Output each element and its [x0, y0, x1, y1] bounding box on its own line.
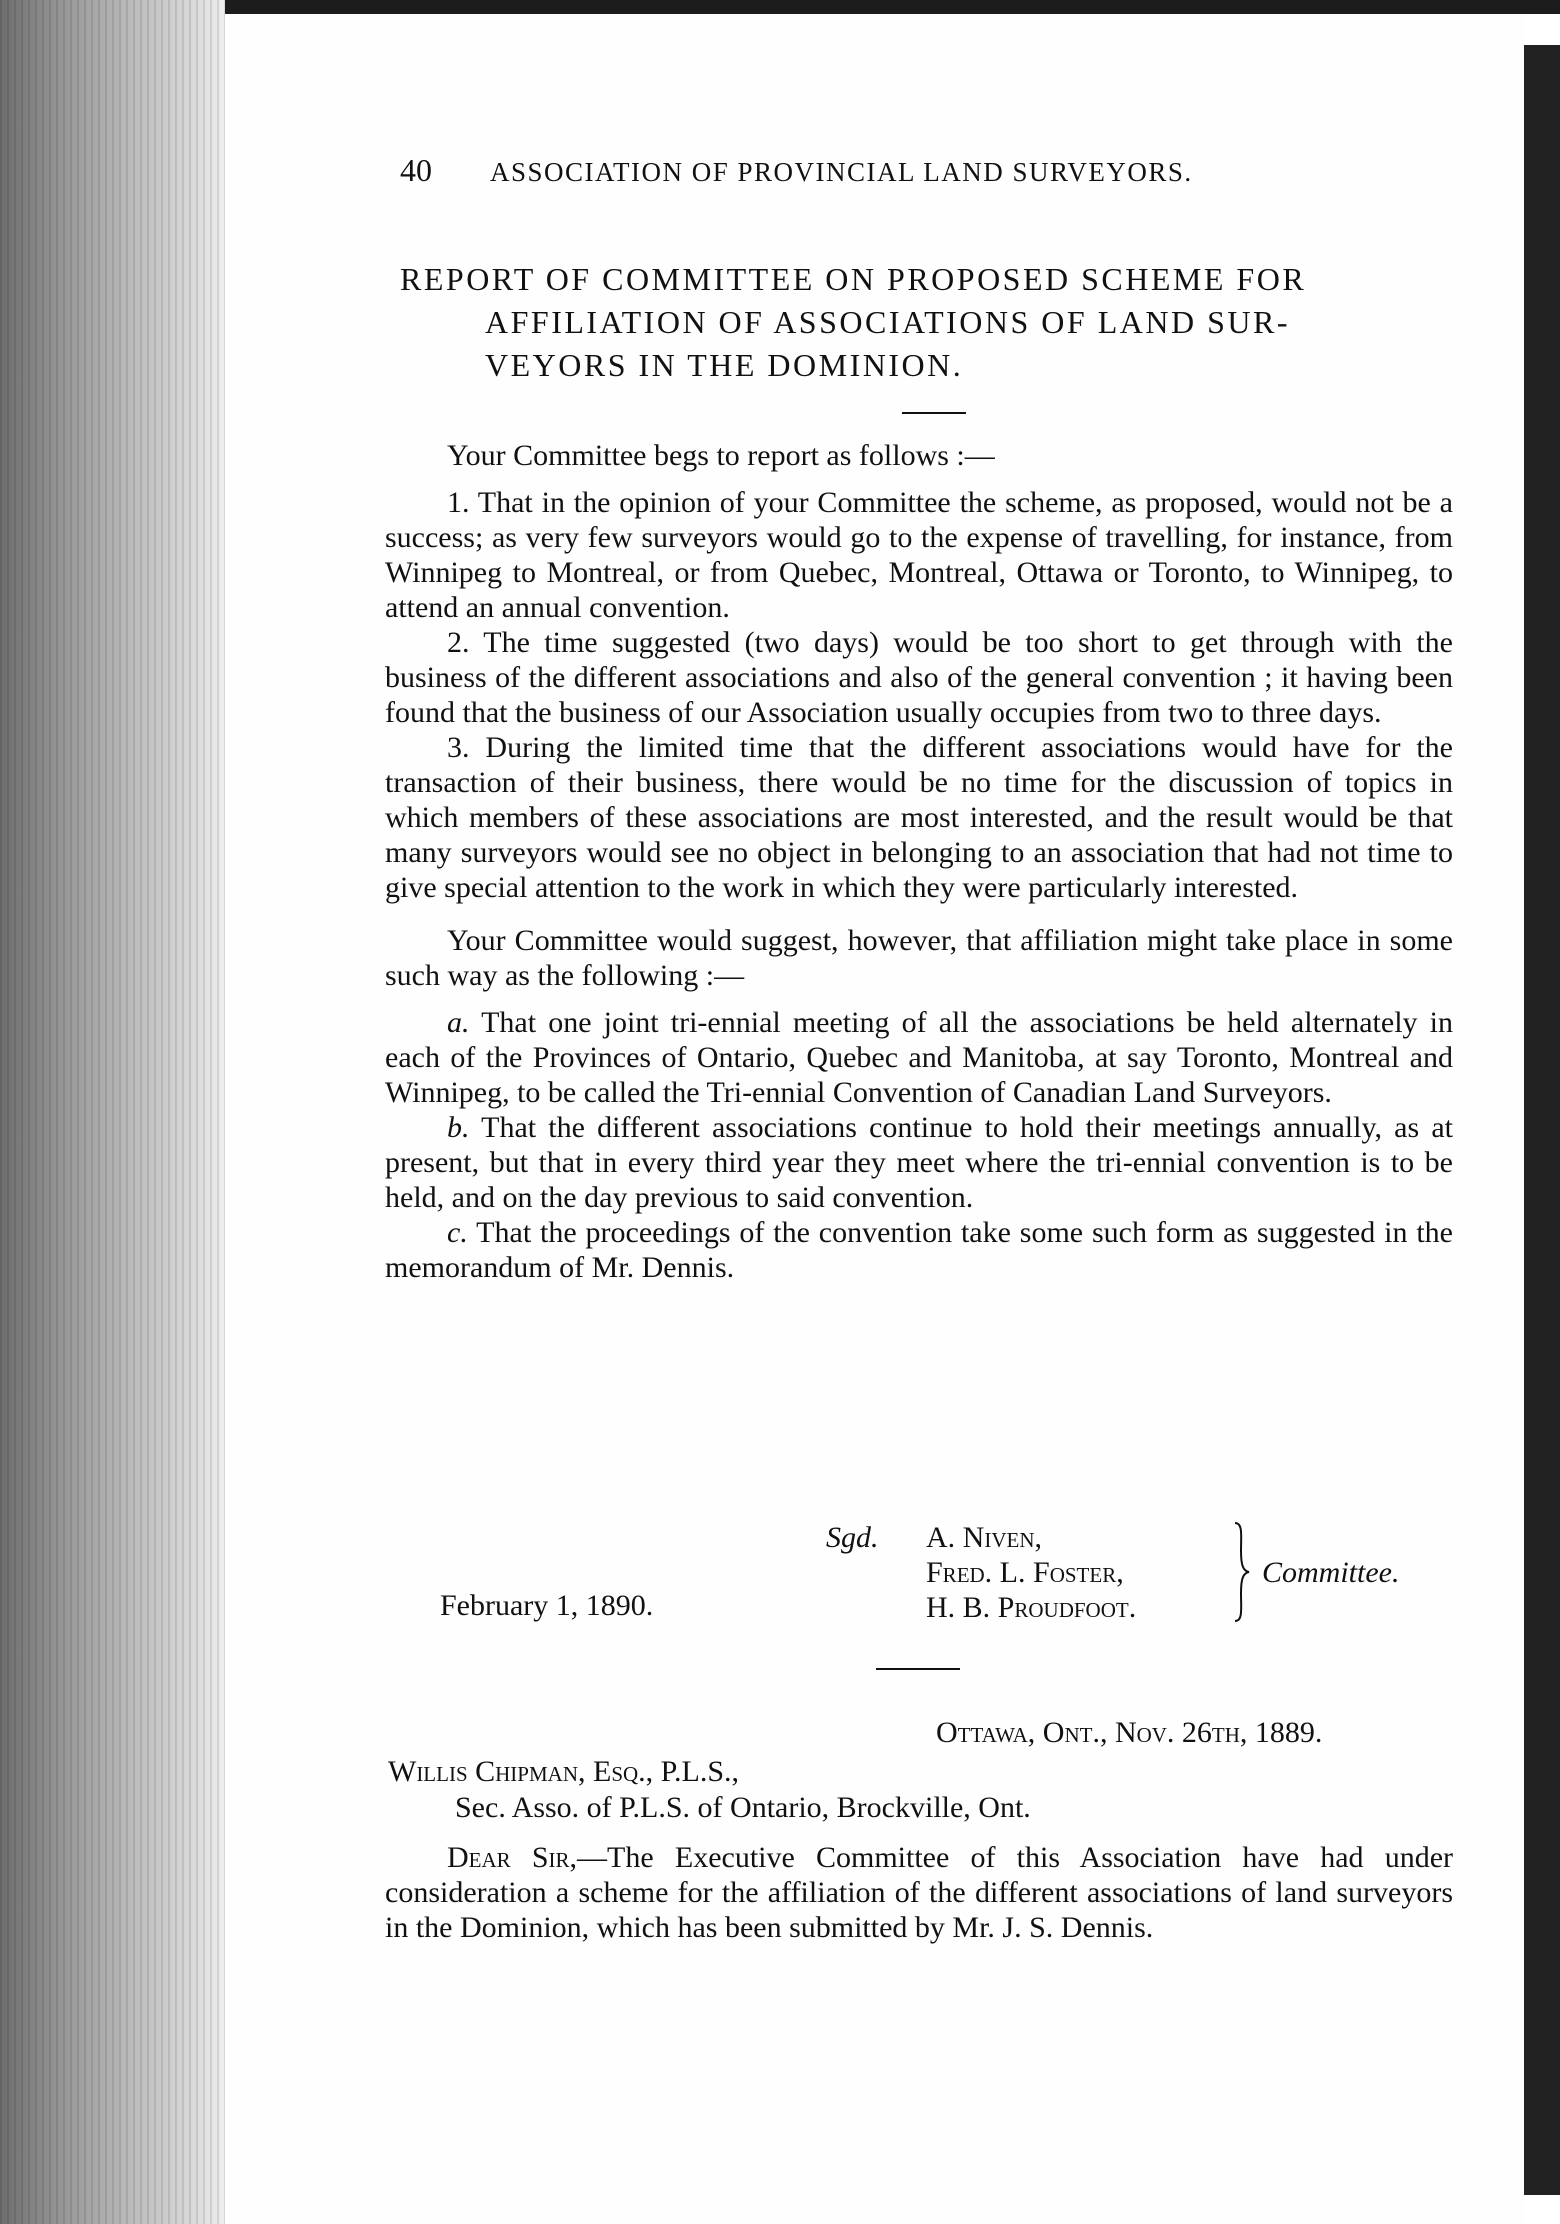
sgd-label: Sgd. [826, 1521, 879, 1554]
report-item: 1. That in the opinion of your Committee the scheme, as proposed, would not be a success; as very few surveyors would go to the expense of travelling, for instance, from Winnipeg to Montreal, or from Quebec, Montreal, Ottawa or Toronto, to Winnipeg, to attend an annual convention. [385, 486, 1453, 624]
committee-names [926, 1520, 1136, 1625]
report-item: 3. During the limited time that the different associations would have for the transaction of their business, there would be no time for the discussion of topics in which members of these associations are most interested, and the result would be that many surveyors would see no object in belonging to an association that had not time to give special attention to the work in which they were particularly interested. [385, 731, 1453, 904]
committee-member: Fred. L. Foster, [926, 1556, 1124, 1589]
scan-right-border [1524, 45, 1560, 2195]
brace-icon [1231, 1521, 1253, 1623]
running-head [400, 152, 1330, 189]
suggestion-letter: a. [447, 1006, 470, 1039]
book-page-edges [0, 0, 225, 2224]
committee-label: Committee. [1262, 1556, 1400, 1589]
report-item: 2. The time suggested (two days) would be too short to get through with the business of the different associations and also of the general convention ; it having been found that the business of our Association usually occupies from two to three days. [385, 626, 1453, 729]
report-intro: Your Committee begs to report as follows :— [447, 439, 995, 472]
suggestion-text: That the different associations continue to hold their meetings annually, as at present, but that in every third year they meet where the tri-ennial convention is to be held, and on the day previous to said convention. [385, 1111, 1453, 1214]
suggestion-item [385, 1215, 1453, 1285]
running-head-title: ASSOCIATION OF PROVINCIAL LAND SURVEYORS. [490, 157, 1193, 187]
scan-top-border [0, 0, 1560, 14]
section-rule [902, 412, 966, 414]
suggestion-letter: b. [447, 1111, 470, 1144]
report-title-line-1: REPORT OF COMMITTEE ON PROPOSED SCHEME FOR [400, 261, 1307, 297]
suggestion-item [385, 1005, 1453, 1110]
suggestion-intro: Your Committee would suggest, however, that affiliation might take place in some such way as the following :— [385, 924, 1453, 992]
suggestion-item [385, 1110, 1453, 1215]
suggestion-letter: c. [447, 1216, 468, 1249]
letter-text: —The Executive Committee of this Association have had under consideration a scheme for the affiliation of the different associations of land surveyors in the Dominion, which has been submitted by Mr. J. S. Dennis. [385, 1841, 1453, 1944]
letter-dateline: Ottawa, Ont., Nov. 26th, 1889. [936, 1716, 1323, 1749]
report-date: February 1, 1890. [440, 1589, 654, 1622]
report-title-line-3: VEYORS IN THE DOMINION. [485, 347, 964, 383]
page-number: 40 [400, 152, 432, 188]
letter-address: Sec. Asso. of P.L.S. of Ontario, Brockville, Ont. [455, 1791, 1031, 1824]
suggestion-text: That the proceedings of the convention take some such form as suggested in the memorandum of Mr. Dennis. [385, 1216, 1453, 1284]
report-title-line-2: AFFILIATION OF ASSOCIATIONS OF LAND SUR- [485, 304, 1290, 340]
suggestion-text: That one joint tri-ennial meeting of all the associations be held alternately in each of the Provinces of Ontario, Quebec and Manitoba, at say Toronto, Montreal and Winnipeg, to be called the Tri-ennial Convention of Canadian Land Surveyors. [385, 1006, 1453, 1109]
letter-salutation: Dear Sir, [447, 1841, 578, 1874]
report-body [385, 438, 1453, 1285]
section-rule [876, 1668, 960, 1670]
letter-body [385, 1840, 1453, 1945]
committee-member: H. B. Proudfoot. [926, 1591, 1137, 1624]
report-title [400, 258, 1470, 387]
committee-member: A. Niven, [926, 1521, 1042, 1554]
letter-addressee: Willis Chipman, Esq., P.L.S., [388, 1755, 740, 1788]
letter-paragraph [385, 1840, 1453, 1945]
